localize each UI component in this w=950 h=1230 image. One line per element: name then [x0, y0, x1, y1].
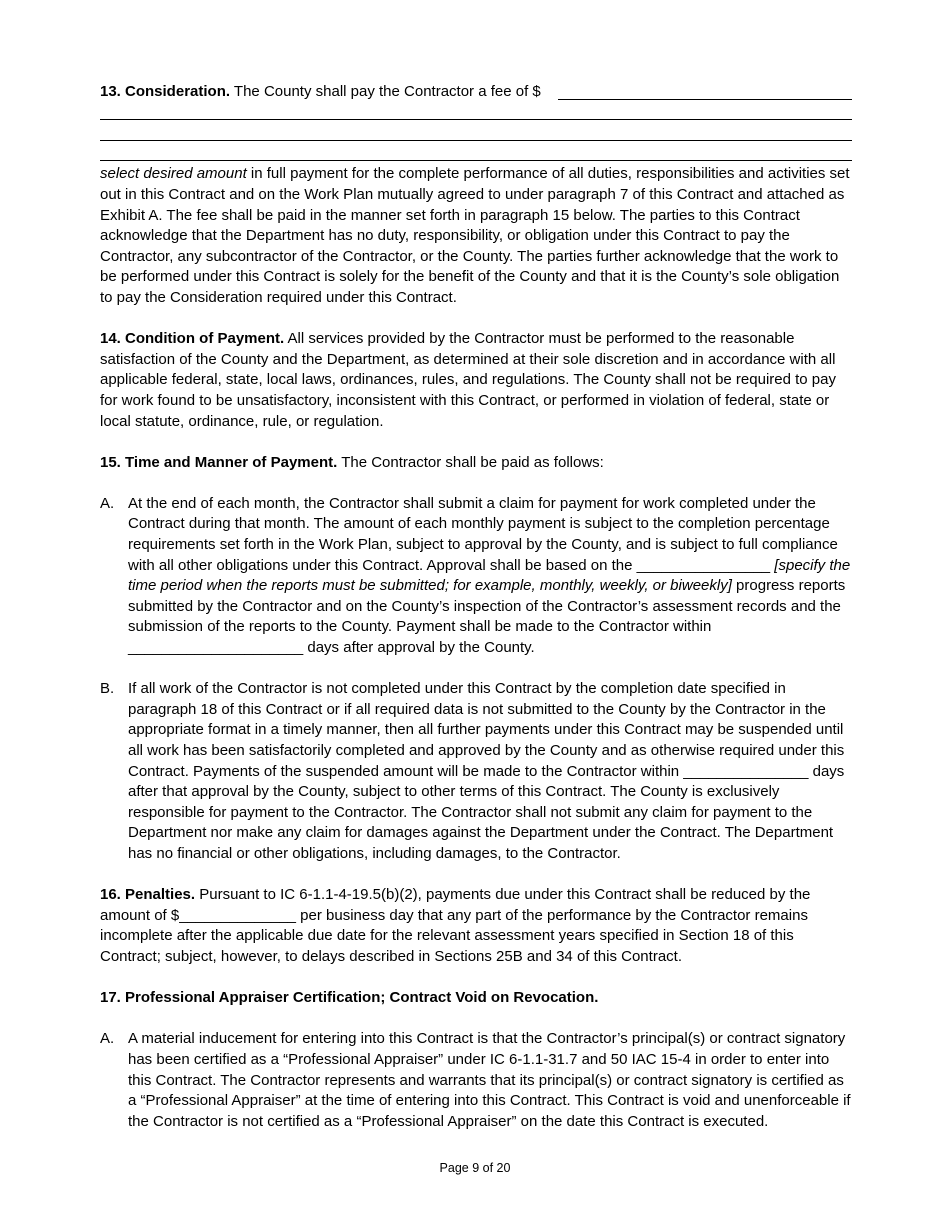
section-15-lead: The Contractor shall be paid as follows: [337, 453, 604, 471]
section-15-item-a: A. At the end of each month, the Contractor shall submit a claim for payment for work completed under the Contract during that month. The amount of each monthly payment is subject to the completion percentage requirements set forth in the Work Plan, subject to approval by the County, and is subject to full compliance with all other obligations under this Contract. Approval shall be based on the ________________ [specify the time period when the reports must be submitted; for example, monthly, weekly, or biweekly] progress reports submitted by the Contractor and on the County’s inspection of the Contractor’s assessment records and the submission of the reports to the County. Payment shall be made to the Contractor within _____________________ days after approval by the County. [100, 494, 851, 657]
list-marker: A. [100, 1030, 115, 1048]
section-14-body: All services provided by the Contractor must be performed to the reasonable satisfaction of the County and the Department, as determined at their sole discretion and in accordance with all applicable federal, state, local laws, ordinances, rules, and regulations. The County shall not be required to pay for work found to be unsatisfactory, inconsistent with this Contract, or performed in violation of federal, state or local statute, ordinance, rule, or regulation. [100, 330, 836, 430]
fee-amount-blank-line [100, 123, 852, 144]
section-17-item-a: A. A material inducement for entering into this Contract is that the Contractor’s principal(s) or contract signatory has been certified as a “Professional Appraiser” under IC 6-1.1-31.7 and 50 IAC 15-4 in order to enter into this Contract. The Contractor represents and warrants that its principal(s) or contract signatory is certified as a “Professional Appraiser” at the time of entering into this Contract. This Contract is void and unenforceable if the Contractor is not certified as a “Professional Appraiser” on the date this Contract is executed. [100, 1030, 851, 1130]
section-15-heading: 15. Time and Manner of Payment. [100, 453, 338, 471]
section-13-lead: The County shall pay the Contractor a fee of $ [230, 83, 541, 100]
list-marker: B. [100, 680, 115, 698]
section-14-heading: 14. Condition of Payment. [100, 330, 285, 348]
select-amount-placeholder: select desired amount [100, 165, 247, 183]
section-16: 16. Penalties. Pursuant to IC 6-1.1-4-19.5(b)(2), payments due under this Contract shall be reduced by the amount of $______________ per business day that any part of the performance by the Contractor remains incomplete after the applicable due date for the relevant assessment years specified in Section 18 of this Contract; subject, however, to delays described in Sections 25B and 34 of this Contract. [100, 886, 811, 965]
page-number: Page 9 of 20 [439, 1161, 511, 1175]
payment-days-blank: _____________________ [128, 639, 304, 657]
fee-amount-blank-line [100, 144, 852, 165]
section-13-heading: 13. Consideration. [100, 83, 231, 100]
section-13-body: select desired amount in full payment for the complete performance of all duties, responsibilities and activities set out in this Contract and on the Work Plan mutually agreed to under paragraph 7 of this Contract and attached as Exhibit A. The fee shall be paid in the manner set forth in paragraph 15 below. The parties to this Contract acknowledge that the Department has no duty, responsibility, or obligation under this Contract to pay the Contractor, any subcontractor of the Contractor, or the County. The parties further acknowledge that the work to be performed under this Contract is solely for the benefit of the County and that it is the County’s sole obligation to pay the Consideration required under this Contract. [100, 165, 850, 306]
section-13-first-line [100, 82, 852, 103]
section-17-heading: 17. Professional Appraiser Certification; Contract Void on Revocation. [100, 989, 599, 1007]
page-content [100, 82, 852, 1132]
report-period-instruction: [specify the time period when the reports must be submitted; for example, monthly, weekly, or biweekly] [128, 556, 851, 595]
section-15 [100, 453, 852, 474]
section-15-item-b: B. If all work of the Contractor is not completed under this Contract by the completion date specified in paragraph 18 of this Contract or if all required data is not submitted to the County by the Contractor in the appropriate format in a timely manner, then all further payments under this Contract may be suspended until all work has been satisfactorily completed and approved by the County and as otherwise required under this Contract. Payments of the suspended amount will be made to the Contractor within _______________ days after that approval by the County, subject to other terms of this Contract. The County is exclusively responsible for payment to the Contractor. The Contractor shall not submit any claim for payment to the Department nor make any claim for damages against the Department under the Contract. The Department has no financial or other obligations, including damages, to the Contractor. [100, 680, 845, 862]
section-14 [100, 329, 852, 432]
suspended-payment-days-blank: _______________ [683, 762, 809, 780]
fee-amount-blank-line [100, 103, 852, 124]
report-period-blank: ________________ [636, 556, 771, 574]
penalty-amount-blank: ______________ [179, 906, 297, 924]
fee-amount-blank [558, 99, 852, 100]
section-16-heading: 16. Penalties. [100, 886, 196, 904]
section-17 [100, 988, 852, 1009]
list-marker: A. [100, 494, 115, 512]
